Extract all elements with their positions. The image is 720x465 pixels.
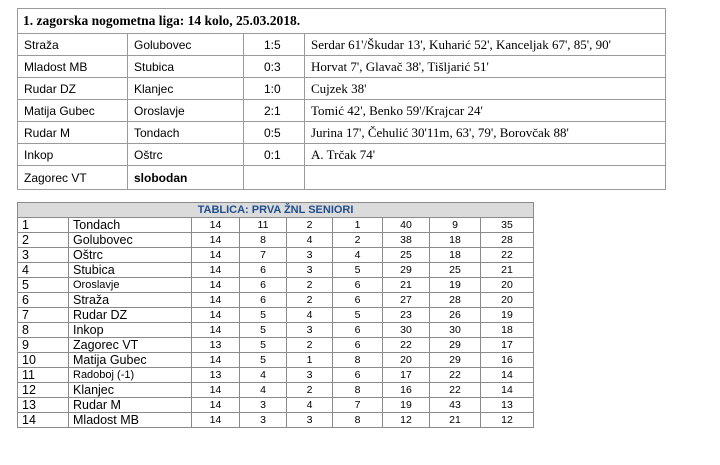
standing-losses: 6: [333, 338, 383, 353]
standing-team: Oroslavje: [69, 278, 192, 293]
standing-draws: 2: [287, 293, 333, 308]
standing-goals-against: 19: [430, 278, 481, 293]
match-scorers: [305, 166, 666, 190]
standing-team: Mladost MB: [69, 413, 192, 428]
standing-wins: 11: [240, 218, 287, 233]
results-title: 1. zagorska nogometna liga: 14 kolo, 25.03.2018.: [18, 9, 666, 34]
match-row: [18, 166, 666, 190]
match-scorers: A. Trčak 74': [305, 144, 666, 166]
standing-goals-for: 30: [383, 323, 430, 338]
standing-position: 12: [18, 383, 69, 398]
standing-wins: 5: [240, 323, 287, 338]
standing-played: 14: [192, 233, 240, 248]
standing-goals-against: 28: [430, 293, 481, 308]
standing-played: 14: [192, 248, 240, 263]
standing-played: 14: [192, 398, 240, 413]
standing-goals-for: 40: [383, 218, 430, 233]
standing-points: 22: [481, 248, 534, 263]
standing-losses: 1: [333, 218, 383, 233]
standing-goals-against: 43: [430, 398, 481, 413]
table-row: [18, 263, 534, 278]
standing-team: Klanjec: [69, 383, 192, 398]
home-team: Inkop: [18, 144, 128, 166]
standing-draws: 2: [287, 383, 333, 398]
standing-draws: 4: [287, 398, 333, 413]
standing-team: Matija Gubec: [69, 353, 192, 368]
match-score: 2:1: [244, 100, 305, 122]
match-scorers: Tomić 42', Benko 59'/Krajcar 24': [305, 100, 666, 122]
standing-goals-for: 21: [383, 278, 430, 293]
standing-draws: 2: [287, 218, 333, 233]
match-scorers: Serdar 61'/Škudar 13', Kuharić 52', Kanceljak 67', 85', 90': [305, 34, 666, 56]
standing-position: 11: [18, 368, 69, 383]
match-scorers: Cujzek 38': [305, 78, 666, 100]
standing-goals-for: 38: [383, 233, 430, 248]
standing-played: 14: [192, 218, 240, 233]
standing-position: 13: [18, 398, 69, 413]
results-table: [17, 8, 666, 190]
standing-draws: 2: [287, 338, 333, 353]
standing-points: 35: [481, 218, 534, 233]
standing-losses: 6: [333, 278, 383, 293]
standing-team: Golubovec: [69, 233, 192, 248]
standing-goals-against: 25: [430, 263, 481, 278]
standing-points: 16: [481, 353, 534, 368]
standing-goals-against: 18: [430, 248, 481, 263]
standing-played: 14: [192, 413, 240, 428]
standing-losses: 8: [333, 383, 383, 398]
standing-goals-against: 30: [430, 323, 481, 338]
table-row: [18, 278, 534, 293]
standing-points: 13: [481, 398, 534, 413]
standing-team: Radoboj (-1): [69, 368, 192, 383]
standing-losses: 6: [333, 293, 383, 308]
standing-goals-against: 21: [430, 413, 481, 428]
home-team: Straža: [18, 34, 128, 56]
standings-title: TABLICA: PRVA ŽNL SENIORI: [18, 203, 534, 218]
standing-draws: 4: [287, 233, 333, 248]
standing-goals-against: 22: [430, 368, 481, 383]
match-scorers: Horvat 7', Glavač 38', Tišljarić 51': [305, 56, 666, 78]
standing-wins: 3: [240, 398, 287, 413]
standing-goals-against: 29: [430, 353, 481, 368]
standing-losses: 7: [333, 398, 383, 413]
standing-goals-for: 12: [383, 413, 430, 428]
standing-wins: 3: [240, 413, 287, 428]
standing-points: 20: [481, 293, 534, 308]
match-score: [244, 166, 305, 190]
standing-played: 14: [192, 308, 240, 323]
standing-goals-for: 16: [383, 383, 430, 398]
standing-position: 1: [18, 218, 69, 233]
standing-goals-against: 18: [430, 233, 481, 248]
table-row: [18, 398, 534, 413]
standing-points: 17: [481, 338, 534, 353]
standing-position: 10: [18, 353, 69, 368]
standing-goals-for: 27: [383, 293, 430, 308]
standing-goals-for: 20: [383, 353, 430, 368]
match-row: [18, 144, 666, 166]
match-row: [18, 34, 666, 56]
standing-goals-against: 9: [430, 218, 481, 233]
standings-body: [18, 218, 534, 428]
standing-draws: 1: [287, 353, 333, 368]
standing-draws: 2: [287, 278, 333, 293]
away-team: Oštrc: [128, 144, 244, 166]
standing-losses: 6: [333, 368, 383, 383]
standing-goals-for: 29: [383, 263, 430, 278]
match-score: 0:5: [244, 122, 305, 144]
table-row: [18, 338, 534, 353]
away-team: Stubica: [128, 56, 244, 78]
home-team: Zagorec VT: [18, 166, 128, 190]
table-row: [18, 383, 534, 398]
standing-draws: 3: [287, 248, 333, 263]
standing-draws: 3: [287, 323, 333, 338]
match-row: [18, 100, 666, 122]
match-row: [18, 122, 666, 144]
away-team: slobodan: [128, 166, 244, 190]
standing-losses: 5: [333, 263, 383, 278]
standing-goals-for: 23: [383, 308, 430, 323]
standing-position: 4: [18, 263, 69, 278]
home-team: Mladost MB: [18, 56, 128, 78]
standing-losses: 5: [333, 308, 383, 323]
match-scorers: Jurina 17', Čehulić 30'11m, 63', 79', Borovčak 88': [305, 122, 666, 144]
standings-table: [17, 202, 534, 428]
standing-points: 21: [481, 263, 534, 278]
table-row: [18, 413, 534, 428]
standing-played: 13: [192, 368, 240, 383]
standing-points: 14: [481, 383, 534, 398]
home-team: Rudar M: [18, 122, 128, 144]
standing-goals-against: 29: [430, 338, 481, 353]
standing-points: 14: [481, 368, 534, 383]
standing-goals-for: 25: [383, 248, 430, 263]
standing-points: 18: [481, 323, 534, 338]
standing-position: 9: [18, 338, 69, 353]
standing-points: 12: [481, 413, 534, 428]
standing-team: Stubica: [69, 263, 192, 278]
standing-points: 19: [481, 308, 534, 323]
away-team: Oroslavje: [128, 100, 244, 122]
standing-wins: 5: [240, 353, 287, 368]
standing-played: 14: [192, 383, 240, 398]
standing-position: 3: [18, 248, 69, 263]
standing-position: 7: [18, 308, 69, 323]
table-row: [18, 308, 534, 323]
standing-position: 5: [18, 278, 69, 293]
standing-goals-for: 22: [383, 338, 430, 353]
standing-team: Zagorec VT: [69, 338, 192, 353]
standing-points: 28: [481, 233, 534, 248]
standing-losses: 8: [333, 413, 383, 428]
table-row: [18, 293, 534, 308]
standing-wins: 8: [240, 233, 287, 248]
standing-wins: 5: [240, 338, 287, 353]
standing-position: 6: [18, 293, 69, 308]
table-row: [18, 353, 534, 368]
standing-points: 20: [481, 278, 534, 293]
standing-draws: 4: [287, 308, 333, 323]
standing-goals-for: 19: [383, 398, 430, 413]
standing-wins: 7: [240, 248, 287, 263]
table-row: [18, 323, 534, 338]
standing-played: 13: [192, 338, 240, 353]
table-row: [18, 248, 534, 263]
standing-draws: 3: [287, 368, 333, 383]
standing-goals-against: 26: [430, 308, 481, 323]
standing-position: 2: [18, 233, 69, 248]
standing-team: Rudar M: [69, 398, 192, 413]
standing-draws: 3: [287, 263, 333, 278]
table-row: [18, 218, 534, 233]
match-score: 1:0: [244, 78, 305, 100]
standing-played: 14: [192, 278, 240, 293]
match-score: 1:5: [244, 34, 305, 56]
standing-wins: 4: [240, 368, 287, 383]
standing-team: Rudar DZ: [69, 308, 192, 323]
standing-played: 14: [192, 263, 240, 278]
away-team: Tondach: [128, 122, 244, 144]
standing-played: 14: [192, 293, 240, 308]
standing-losses: 8: [333, 353, 383, 368]
standing-position: 14: [18, 413, 69, 428]
match-score: 0:1: [244, 144, 305, 166]
standing-losses: 2: [333, 233, 383, 248]
match-score: 0:3: [244, 56, 305, 78]
standing-goals-against: 22: [430, 383, 481, 398]
standing-wins: 4: [240, 383, 287, 398]
standing-played: 14: [192, 353, 240, 368]
standing-wins: 6: [240, 278, 287, 293]
standing-position: 8: [18, 323, 69, 338]
table-row: [18, 368, 534, 383]
standing-team: Inkop: [69, 323, 192, 338]
standing-losses: 4: [333, 248, 383, 263]
away-team: Golubovec: [128, 34, 244, 56]
standing-team: Tondach: [69, 218, 192, 233]
standing-team: Straža: [69, 293, 192, 308]
standing-played: 14: [192, 323, 240, 338]
standing-losses: 6: [333, 323, 383, 338]
standing-draws: 3: [287, 413, 333, 428]
standing-wins: 5: [240, 308, 287, 323]
match-row: [18, 78, 666, 100]
home-team: Matija Gubec: [18, 100, 128, 122]
standing-wins: 6: [240, 293, 287, 308]
match-row: [18, 56, 666, 78]
standing-wins: 6: [240, 263, 287, 278]
standing-team: Oštrc: [69, 248, 192, 263]
standing-goals-for: 17: [383, 368, 430, 383]
table-row: [18, 233, 534, 248]
home-team: Rudar DZ: [18, 78, 128, 100]
away-team: Klanjec: [128, 78, 244, 100]
